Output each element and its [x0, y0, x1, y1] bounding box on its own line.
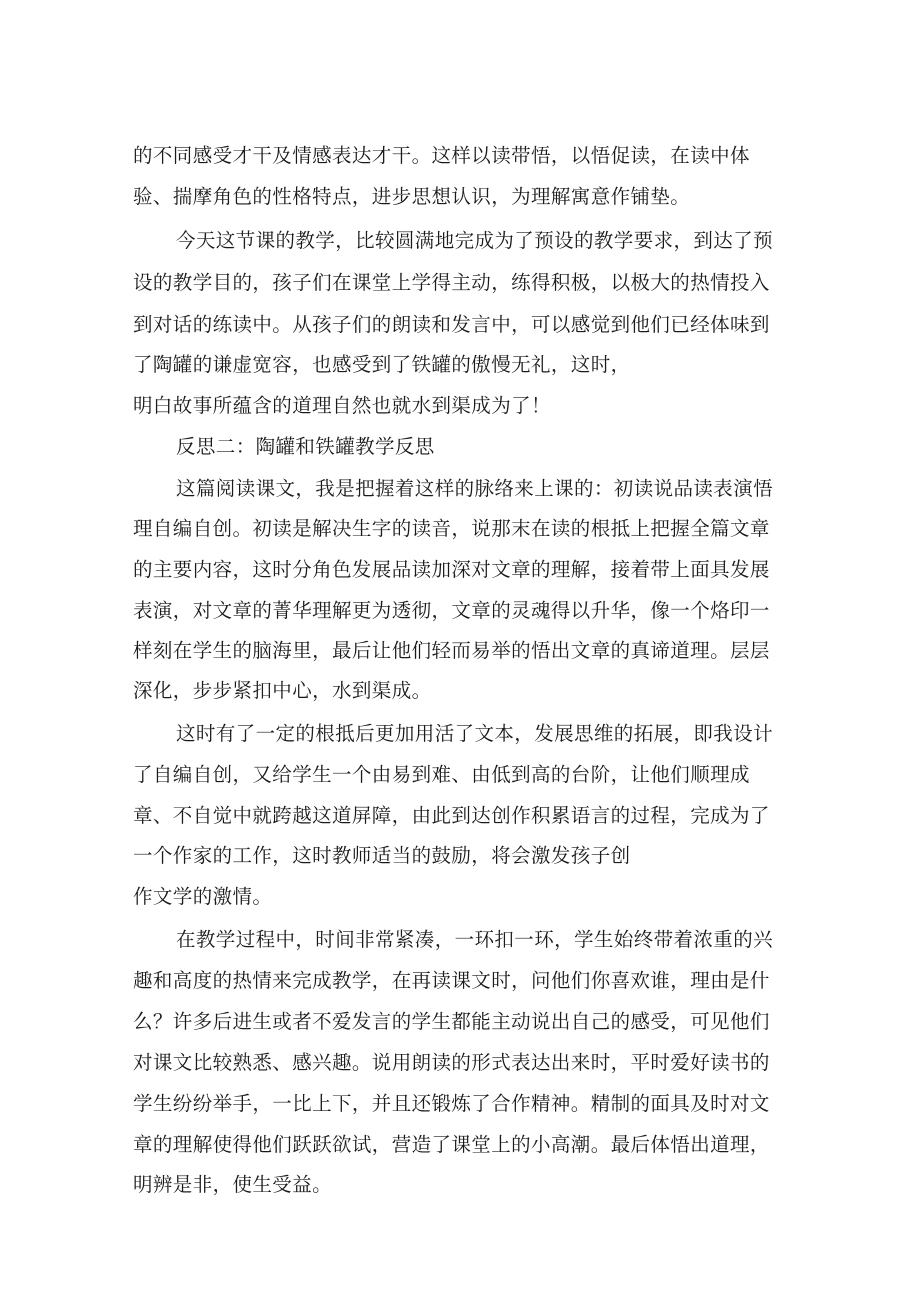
text-line: 么？许多后进生或者不爱发言的学生都能主动说出自己的感受，可见他们 [133, 1010, 770, 1033]
text-line: 的不同感受才干及情感表达才干。这样以读带悟，以悟促读，在读中体 [133, 144, 750, 167]
text-line: 这篇阅读课文，我是把握着这样的脉络来上课的：初读说品读表演悟 [176, 477, 774, 500]
text-line: 学生纷纷举手，一比上下，并且还锻炼了合作精神。精制的面具及时对文 [133, 1092, 770, 1115]
text-line: 趣和高度的热情来完成教学，在再读课文时，问他们你喜欢谁，理由是什 [133, 969, 770, 992]
text-line: 到对话的练读中。从孩子们的朗读和发言中，可以感觉到他们已经体味到 [133, 313, 770, 336]
text-line: 章的理解使得他们跃跃欲试，营造了课堂上的小高潮。最后体悟出道理， [133, 1133, 770, 1156]
text-line: 了自编自创，又给学生一个由易到难、由低到高的台阶，让他们顺理成 [133, 763, 750, 786]
text-line: 理自编自创。初读是解决生字的读音，说那末在读的根抵上把握全篇文章 [133, 517, 770, 540]
text-line: 章、不自觉中就跨越这道屏障，由此到达创作积累语言的过程，完成为了 [133, 804, 770, 827]
section-heading: 反思二：陶罐和铁罐教学反思 [176, 435, 435, 458]
text-line: 这时有了一定的根抵后更加用活了文本，发展思维的拓展，即我设计 [176, 722, 774, 745]
text-line: 一个作家的工作，这时教师适当的鼓励，将会激发孩子创 [133, 844, 631, 867]
text-line: 在教学过程中，时间非常紧凑，一环扣一环，学生始终带着浓重的兴 [176, 928, 774, 951]
text-line: 表演，对文章的菁华理解更为透彻，文章的灵魂得以升华，像一个烙印一 [133, 599, 770, 622]
text-line: 的主要内容，这时分角色发展品读加深对文章的理解，接着带上面具发展 [133, 558, 770, 581]
text-line: 明白故事所蕴含的道理自然也就水到渠成为了！ [133, 394, 551, 417]
text-line: 了陶罐的谦虚宽容，也感受到了铁罐的傲慢无礼，这时， [133, 353, 631, 376]
text-line: 样刻在学生的脑海里，最后让他们轻而易举的悟出文章的真谛道理。层层 [133, 639, 770, 662]
text-line: 作文学的激情。 [133, 885, 273, 908]
text-line: 设的教学目的，孩子们在课堂上学得主动，练得积极，以极大的热情投入 [133, 271, 770, 294]
text-line: 明辨是非，使生受益。 [133, 1173, 333, 1196]
text-line: 今天这节课的教学，比较圆满地完成为了预设的教学要求，到达了预 [176, 229, 774, 252]
text-line: 验、揣摩角色的性格特点，进步思想认识，为理解寓意作铺垫。 [133, 185, 691, 208]
text-line: 深化，步步紧扣中心，水到渠成。 [133, 679, 432, 702]
text-line: 对课文比较熟悉、感兴趣。说用朗读的形式表达出来时，平时爱好读书的 [133, 1051, 770, 1074]
